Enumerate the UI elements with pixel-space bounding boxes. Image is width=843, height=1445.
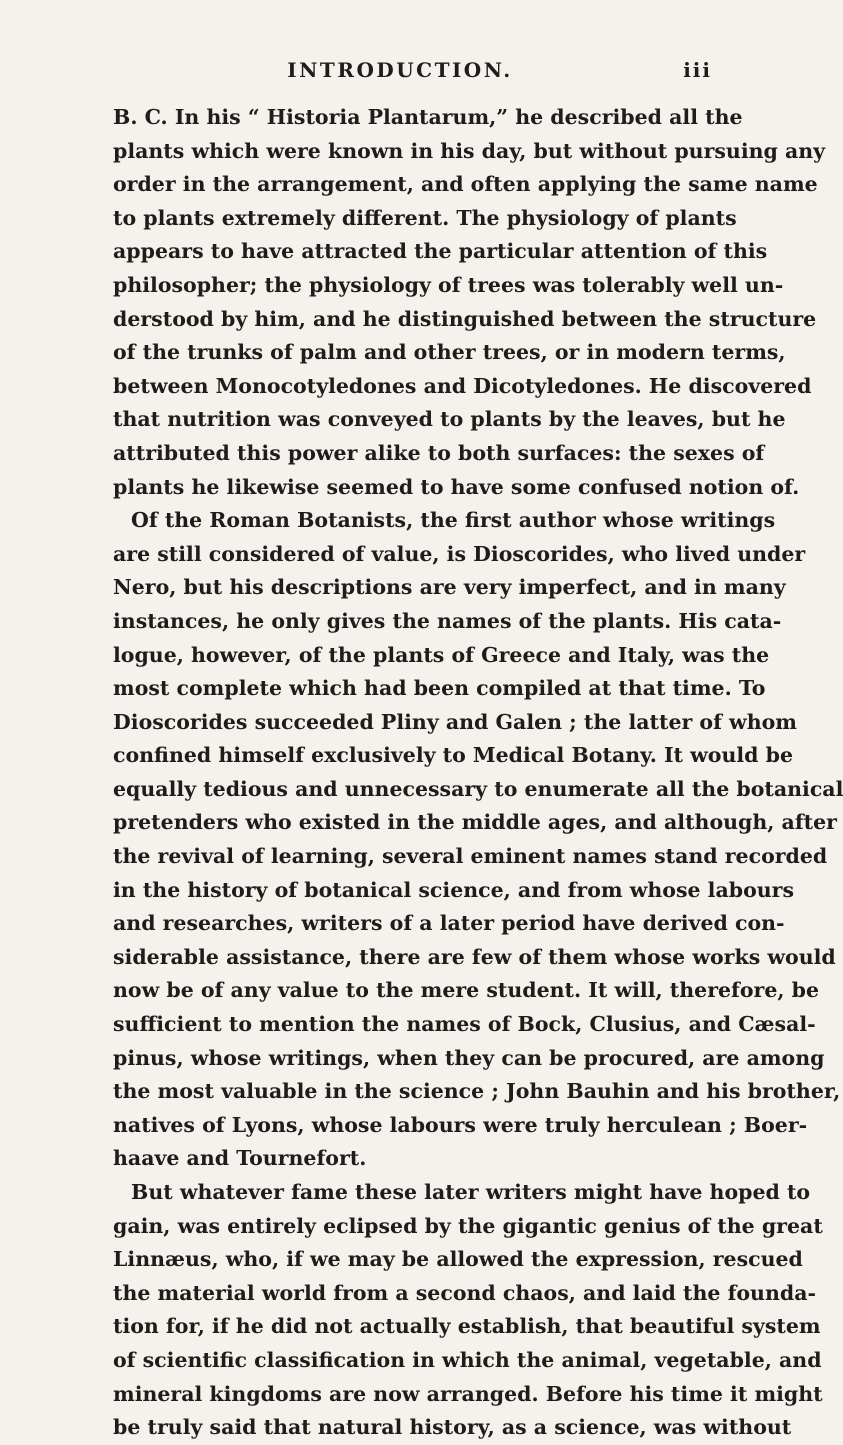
text-line: plants he likewise seemed to have some confused notion of. <box>113 474 800 499</box>
running-title: INTRODUCTION. <box>287 58 513 82</box>
body-text <box>113 101 843 1440</box>
text-line: instances, he only gives the names of the plants. His cata- <box>113 608 782 633</box>
text-line: Linnæus, who, if we may be allowed the expression, rescued <box>113 1247 803 1272</box>
text-line: philosopher; the physiology of trees was tolerably well un- <box>113 272 784 297</box>
text-line: tion for, if he did not actually establish, that beautiful system <box>113 1314 821 1339</box>
text-line: and researches, writers of a later period have derived con- <box>113 911 785 936</box>
text-line: be truly said that natural history, as a science, was without <box>113 1415 792 1440</box>
text-line: But whatever fame these later writers might have hoped to <box>131 1180 811 1204</box>
text-line: the material world from a second chaos, and laid the founda- <box>113 1280 816 1305</box>
text-line: most complete which had been compiled at that time. To <box>113 676 766 701</box>
page-header <box>0 58 800 88</box>
text-line: confined himself exclusively to Medical Botany. It would be <box>113 743 794 768</box>
text-line: in the history of botanical science, and from whose labours <box>113 877 794 902</box>
text-line: logue, however, of the plants of Greece and Italy, was the <box>113 642 770 667</box>
text-line: plants which were known in his day, but without pursuing any <box>113 138 826 163</box>
text-line: equally tedious and unnecessary to enumerate all the botanical <box>113 776 843 801</box>
text-line: gain, was entirely eclipsed by the gigantic genius of the great <box>113 1213 823 1238</box>
text-line: siderable assistance, there are few of them whose works would <box>113 944 836 969</box>
text-line: natives of Lyons, whose labours were truly herculean ; Boer- <box>113 1112 808 1137</box>
text-line: pretenders who existed in the middle ages, and although, after <box>113 810 837 835</box>
text-line: order in the arrangement, and often applying the same name <box>113 172 818 197</box>
text-line: now be of any value to the mere student. It will, therefore, be <box>113 978 820 1003</box>
text-line: of scientific classification in which the animal, vegetable, and <box>113 1347 822 1372</box>
text-line: of the trunks of palm and other trees, or in modern terms, <box>113 340 786 365</box>
text-line: are still considered of value, is Dioscorides, who lived under <box>113 541 806 566</box>
text-line: pinus, whose writings, when they can be procured, are among <box>113 1045 825 1070</box>
text-line: mineral kingdoms are now arranged. Before his time it might <box>113 1381 823 1406</box>
text-line: sufficient to mention the names of Bock, Clusius, and Cæsal- <box>113 1012 816 1037</box>
text-line: attributed this power alike to both surfaces: the sexes of <box>113 440 765 465</box>
text-line: derstood by him, and he distinguished between the structure <box>113 306 817 331</box>
page-number: iii <box>683 58 712 82</box>
text-line: B. C. In his “ Historia Plantarum,” he described all the <box>113 105 743 129</box>
text-line: that nutrition was conveyed to plants by the leaves, but he <box>113 407 786 432</box>
text-line: the revival of learning, several eminent names stand recorded <box>113 844 828 869</box>
text-line: between Monocotyledones and Dicotyledones. He discovered <box>113 373 812 398</box>
text-line: Dioscorides succeeded Pliny and Galen ; the latter of whom <box>113 709 797 734</box>
text-line: the most valuable in the science ; John Bauhin and his brother, <box>113 1079 841 1104</box>
text-line: to plants extremely different. The physiology of plants <box>113 205 737 230</box>
text-line: haave and Tournefort. <box>113 1146 367 1171</box>
text-line: appears to have attracted the particular attention of this <box>113 239 768 264</box>
text-line: Of the Roman Botanists, the first author whose writings <box>131 508 776 533</box>
text-line: Nero, but his descriptions are very imperfect, and in many <box>113 575 786 600</box>
